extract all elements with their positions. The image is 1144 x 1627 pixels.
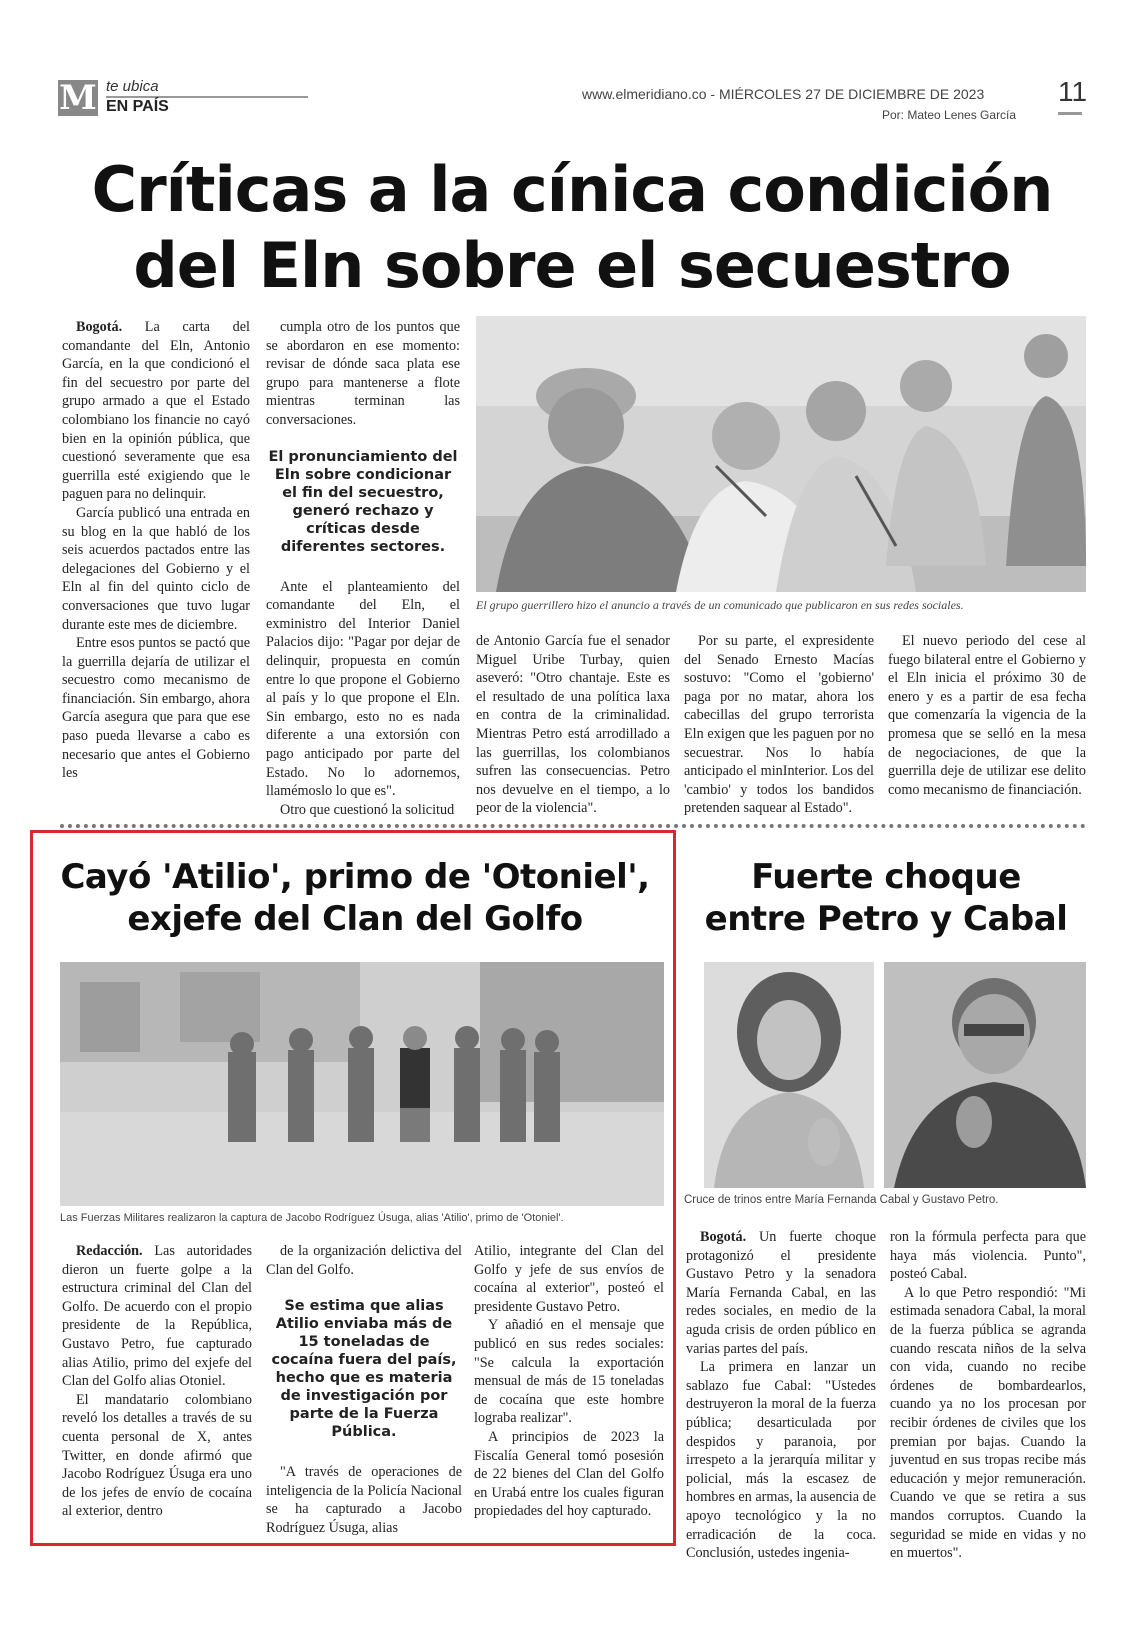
main-story-column-1: Bogotá. La carta del comandante del Eln, Antonio García, en la que condicionó el fin del secuestro por parte del grupo armado a que el Estado colombiano los financie no cayó bien en la opinión pública, que cuestionó severamente que esa guerrilla esté exigiendo que le paguen para no delinquir. García publicó una entrada en su blog en la que habló de los seis acuerdos pactados entre las delegaciones del Gobierno y el Eln al fin del quinto ciclo de conversaciones que tuvo lugar durante este mes de diciembre. Entre esos puntos se pactó que la guerrilla dejaría de utilizar el secuestro como mecanismo de financiación. Sin embargo, ahora García asegura que para que ese paso pueda llevarse a cabo es necesario que antes el Gobierno les [62, 319, 250, 782]
capture-photo [60, 962, 664, 1206]
dateline: Redacción. [76, 1243, 143, 1259]
main-headline [40, 152, 1104, 304]
section-divider [60, 824, 1086, 828]
cabal-petro-caption: Cruce de trinos entre María Fernanda Cabal y Gustavo Petro. [684, 1194, 999, 1206]
header-url-date: www.elmeridiano.co - MIÉRCOLES 27 DE DICIEMBRE DE 2023 [582, 86, 985, 102]
atilio-headline-line2: exjefe del Clan del Golfo [127, 899, 583, 939]
section-name: EN PAÍS [106, 98, 169, 115]
page-number-rule [1058, 112, 1082, 115]
dateline: Bogotá. [76, 319, 123, 335]
cabal-headline-line1: Fuerte choque [751, 857, 1021, 897]
capture-photo-illustration [60, 962, 664, 1206]
cabal-headline [684, 856, 1088, 940]
atilio-headline [40, 856, 670, 940]
main-story-column-4: Por su parte, el expresidente del Senado Ernesto Macías sostuvo: "Como el 'gobierno' paga por no matar, ahora los cabecillas del grupo terrorista Eln exigen que les paguen por no secuestrar. Nos lo había anticipado el minInterior. Los del 'cambio' y todos los bandidos pretenden saquear al Estado". [684, 633, 874, 817]
petro-portrait-illustration [884, 962, 1086, 1188]
section-kicker: te ubica [106, 78, 159, 95]
newspaper-logo: M [59, 78, 97, 118]
dateline: Bogotá. [700, 1229, 747, 1245]
cabal-column-2: ron la fórmula perfecta para que haya más violencia. Punto", posteó Cabal. A lo que Petro respondió: "Mi estimada senadora Cabal, la moral de la fuerza pública se agranda cuando rescata niños de la selva con vida, cuando no recibe órdenes de bombardearlos, cuando ya no los procesan por recibir órdenes de civiles que los premian por bajas. Cuando la juventud en sus tropas recibe más educación y mejor remuneración. Cuando ve que se retira a sus mandos corruptos. Cuando la seguridad se mide en vidas y no en muertos". [890, 1229, 1086, 1562]
capture-photo-caption: Las Fuerzas Militares realizaron la captura de Jacobo Rodríguez Úsuga, alias 'Atilio', primo de 'Otoniel'. [60, 1212, 564, 1224]
main-headline-line2: del Eln sobre el secuestro [133, 229, 1011, 302]
main-story-column-3: de Antonio García fue el senador Miguel Uribe Turbay, quien aseveró: "Otro chantaje. Este es el resultado de una política laxa en contra de la criminalidad. Mientras Petro está arrodillado a las guerrillas, los colombianos sufren las consecuencias. Petro nos devuelve en el tiempo, a lo peor de la violencia". [476, 633, 670, 817]
eln-delegation-photo [476, 316, 1086, 592]
author-byline: Por: Mateo Lenes García [882, 108, 1017, 122]
petro-portrait [884, 962, 1086, 1188]
cabal-column-1: Bogotá. Un fuerte choque protagonizó el presidente Gustavo Petro y la senadora María Fernanda Cabal, en las redes sociales, en medio de la aguda crisis de orden público en varias partes del país. La primera en lanzar un sablazo fue Cabal: "Ustedes destruyeron la moral de la fuerza pública; desarticulada por despidos y paranoia, por irrespeto a la jerarquía militar y policial, más la escasez de hombres en armas, la ausencia de apoyo tecnológico y la no erradicación de la coca. Conclusión, ustedes ingenia- [686, 1229, 876, 1562]
atilio-column-3: Atilio, integrante del Clan del Golfo y jefe de sus envíos de cocaína al exterior", posteó el presidente Gustavo Petro. Y añadió en el mensaje que publicó en sus redes sociales: "Se calcula la exportación mensual de más de 15 toneladas de cocaína que este hombre lograba realizar". A principios de 2023 la Fiscalía General tomó posesión de 22 bienes del Clan del Golfo en Urabá entre los cuales figuran propiedades del hoy capturado. [474, 1243, 664, 1520]
main-story-column-2: cumpla otro de los puntos que se abordaron en ese momento: revisar de dónde saca plata ese grupo para mantenerse a flote mientras terminan las conversaciones. El pronunciamiento del Eln sobre condicionar el fin del secuestro, generó rechazo y críticas desde diferentes sectores. Ante el planteamiento del comandante del Eln, el exministro del Interior Daniel Palacios dijo: "Pagar por dejar de delinquir, propuesta en común entre lo que propone el Gobierno al país y lo que propone el Eln. Sin embargo, esto no es nada diferente a una extorsión con pago anticipado por parte del Estado. No lo adornemos, llamémoslo lo que es". Otro que cuestionó la solicitud [266, 319, 460, 818]
atilio-headline-line1: Cayó 'Atilio', primo de 'Otoniel', [60, 857, 650, 897]
cabal-portrait [704, 962, 874, 1188]
pull-quote: Se estima que alias Atilio enviaba más de 15 toneladas de cocaína fuera del país, hecho que es materia de investigación por parte de la Fuerza Pública. [271, 1298, 457, 1441]
atilio-column-2: de la organización delictiva del Clan del Golfo. Se estima que alias Atilio enviaba más de 15 toneladas de cocaína fuera del país, hecho que es materia de investigación por parte de la Fuerza Pública. "A través de operaciones de inteligencia de la Policía Nacional se ha capturado a Jacobo Rodríguez Úsuga, alias [266, 1243, 462, 1536]
cabal-portrait-illustration [704, 962, 874, 1188]
page-number: 11 [1058, 76, 1088, 107]
main-photo-caption: El grupo guerrillero hizo el anuncio a través de un comunicado que publicaron en sus redes sociales. [476, 598, 964, 612]
eln-delegation-photo-illustration [476, 316, 1086, 592]
atilio-column-1: Redacción. Las autoridades dieron un fuerte golpe a la estructura criminal del Clan del Golfo. De acuerdo con el propio presidente de la República, Gustavo Petro, fue capturado alias Atilio, primo del exjefe del Clan del Golfo alias Otoniel. El mandatario colombiano reveló los detalles a través de su cuenta personal de X, antes Twitter, en donde afirmó que Jacobo Rodríguez Úsuga era uno de los jefes de envío de cocaína al exterior, dentro [62, 1243, 252, 1520]
main-story-column-5: El nuevo periodo del cese al fuego bilateral entre el Gobierno y el Eln inicia el próximo 30 de enero y es a partir de esa fecha que comenzaría la vigencia de la promesa que se selló en la mesa de negociaciones, de que la guerrilla deje de utilizar ese delito como mecanismo de financiación. [888, 633, 1086, 798]
main-headline-line1: Críticas a la cínica condición [91, 153, 1053, 226]
cabal-headline-line2: entre Petro y Cabal [704, 899, 1068, 939]
pull-quote: El pronunciamiento del Eln sobre condicionar el fin del secuestro, generó rechazo y críticas desde diferentes sectores. [268, 448, 458, 555]
